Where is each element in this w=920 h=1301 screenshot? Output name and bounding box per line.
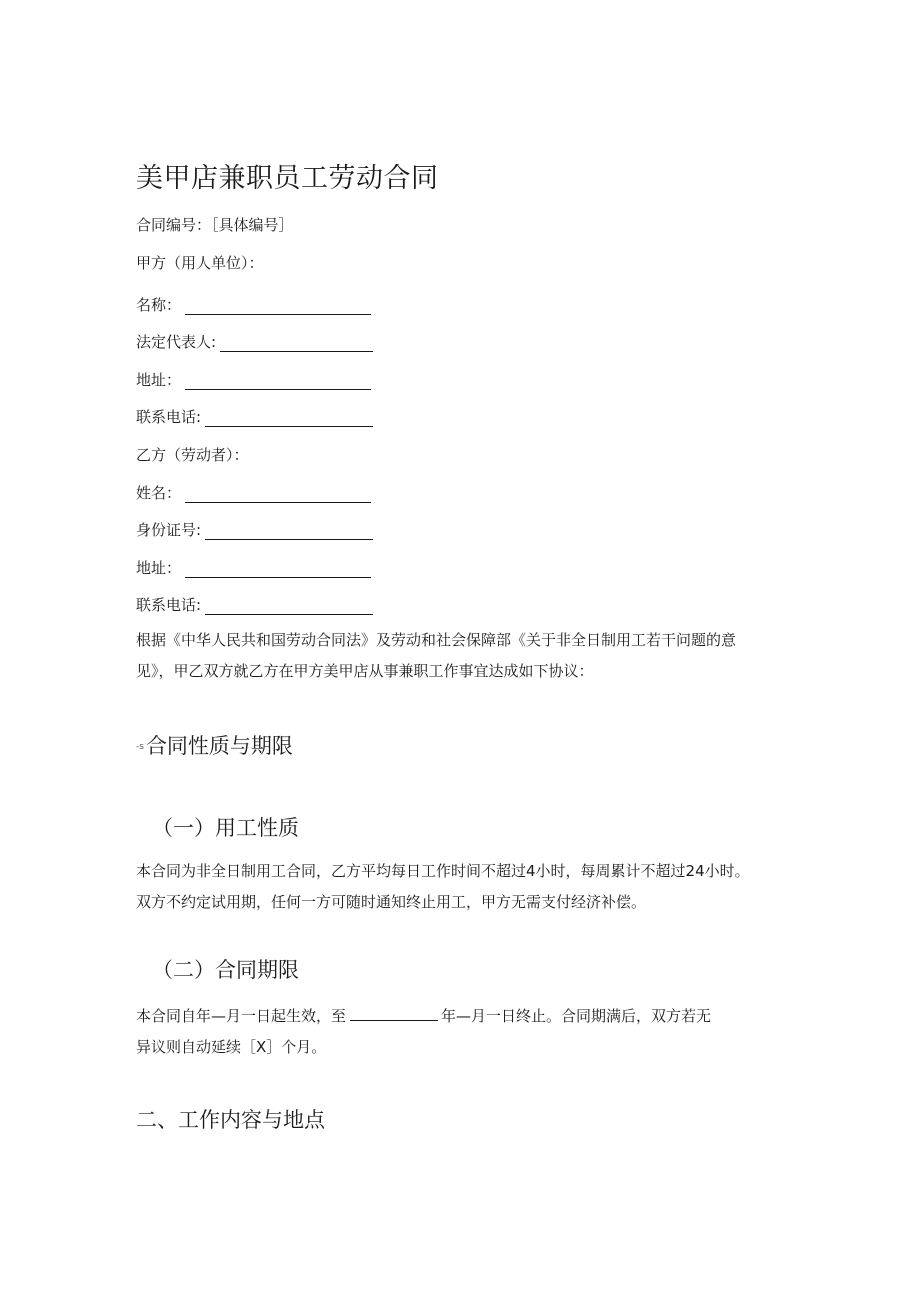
field-label: 身份证号: <box>136 521 202 539</box>
party-a-address-field <box>136 369 371 390</box>
field-label: 联系电话: <box>136 408 202 426</box>
party-a-legal-rep-field <box>136 331 373 352</box>
subsection-1-2-paragraph <box>136 1001 711 1063</box>
party-b-id-field <box>136 519 373 540</box>
section-1-prefix: -s <box>136 742 144 752</box>
party-b-heading: 乙方（劳动者）： <box>136 446 249 464</box>
field-label: 地址： <box>136 559 182 577</box>
term-start-text: 本合同自年—月一日起生效，至 <box>136 1007 347 1025</box>
fill-blank <box>350 1006 438 1021</box>
party-a-name-field <box>136 294 371 315</box>
section-1-heading <box>136 730 293 760</box>
section-1-title: 合同性质与期限 <box>145 734 293 758</box>
party-a-heading: 甲方（用人单位）： <box>136 254 264 272</box>
field-label: 名称： <box>136 296 182 314</box>
field-label: 法定代表人: <box>136 333 217 351</box>
fill-blank <box>185 562 371 578</box>
fill-blank <box>205 599 373 615</box>
section-2-heading: 二、工作内容与地点 <box>136 1108 325 1132</box>
term-end-text: 年—月一日终止。合同期满后，双方若无 <box>441 1007 712 1025</box>
subsection-1-1-heading: （一）用工性质 <box>152 816 299 840</box>
document-title: 美甲店兼职员工劳动合同 <box>136 163 439 194</box>
field-label: 地址： <box>136 371 182 389</box>
field-label: 联系电话: <box>136 596 202 614</box>
party-a-phone-field <box>136 406 373 427</box>
contract-number: 合同编号：［具体编号］ <box>136 216 294 234</box>
fill-blank <box>185 299 371 315</box>
party-b-phone-field <box>136 594 373 615</box>
party-b-address-field <box>136 557 371 578</box>
fill-blank <box>220 336 373 352</box>
party-b-name-field <box>136 482 371 503</box>
fill-blank <box>205 524 373 540</box>
paragraph-line: 本合同为非全日制用工合同，乙方平均每日工作时间不超过4小时，每周累计不超过24小时。 <box>136 862 750 880</box>
paragraph-line: 异议则自动延续［X］个月。 <box>136 1038 327 1056</box>
preamble-line: 见》，甲乙双方就乙方在甲方美甲店从事兼职工作事宜达成如下协议： <box>136 662 594 680</box>
subsection-1-1-paragraph <box>136 856 750 918</box>
preamble-paragraph <box>136 625 736 687</box>
fill-blank <box>185 374 371 390</box>
paragraph-line <box>136 1001 711 1032</box>
subsection-1-2-heading: （二）合同期限 <box>152 958 299 982</box>
fill-blank <box>205 411 373 427</box>
fill-blank <box>185 487 371 503</box>
paragraph-line: 双方不约定试用期，任何一方可随时通知终止用工，甲方无需支付经济补偿。 <box>136 893 647 911</box>
field-label: 姓名： <box>136 484 182 502</box>
preamble-line: 根据《中华人民共和国劳动合同法》及劳动和社会保障部《关于非全日制用工若干问题的意 <box>136 631 737 649</box>
